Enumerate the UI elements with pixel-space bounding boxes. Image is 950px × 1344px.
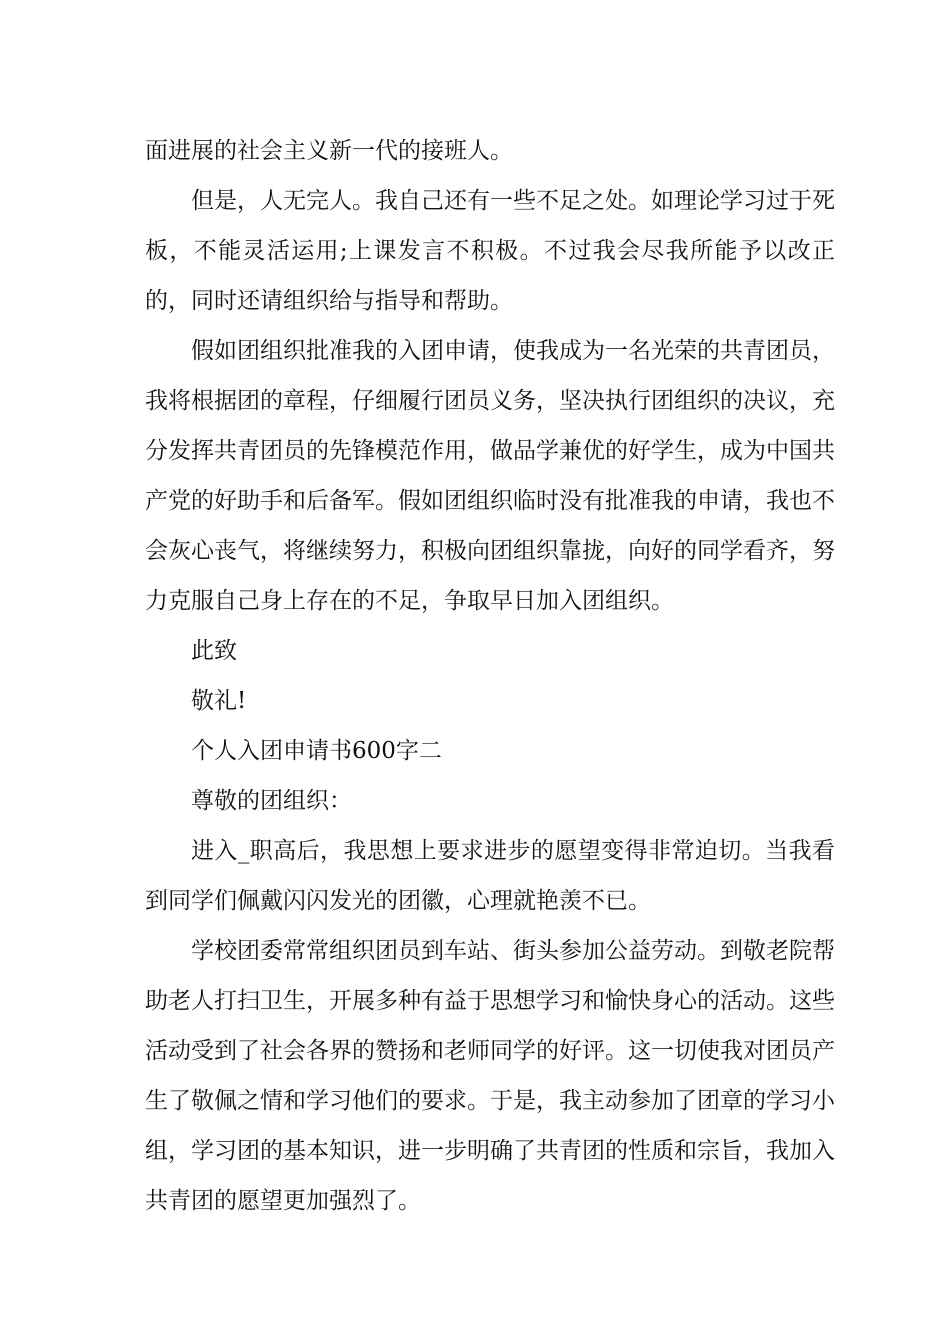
letter-greeting: 尊敬的团组织： bbox=[191, 788, 352, 814]
section-heading: 个人入团申请书600字二 bbox=[191, 738, 442, 764]
paragraph-pledge: 假如团组织批准我的入团申请，使我成为一名光荣的共青团员，我将根据团的章程，仔细履行团员义务，坚决执行团组织的决议，充分发挥共青团员的先锋模范作用，做品学兼优的好学生，成为中国共产党的好助手和后备军。假如团组织临时没有批准我的申请，我也不会灰心丧气，将继续努力，积极向团组织靠拢，向好的同学看齐，努力克服自己身上存在的不足，争取早日加入团组织。 bbox=[145, 338, 835, 614]
paragraph-introduction: 进入_职高后，我思想上要求进步的愿望变得非常迫切。当我看到同学们佩戴闪闪发光的团徽，心理就艳羡不已。 bbox=[145, 838, 835, 914]
document-body bbox=[145, 126, 835, 1226]
paragraph-continuation: 面进展的社会主义新一代的接班人。 bbox=[145, 138, 513, 164]
closing-salutation: 此致 bbox=[191, 638, 237, 664]
closing-regards: 敬礼! bbox=[191, 688, 247, 714]
paragraph-shortcomings: 但是，人无完人。我自己还有一些不足之处。如理论学习过于死板，不能灵活运用;上课发言不积极。不过我会尽我所能予以改正的，同时还请组织给与指导和帮助。 bbox=[145, 188, 835, 314]
paragraph-activities: 学校团委常常组织团员到车站、街头参加公益劳动。到敬老院帮助老人打扫卫生，开展多种有益于思想学习和愉快身心的活动。这些活动受到了社会各界的赞扬和老师同学的好评。这一切使我对团员产生了敬佩之情和学习他们的要求。于是，我主动参加了团章的学习小组，学习团的基本知识，进一步明确了共青团的性质和宗旨，我加入共青团的愿望更加强烈了。 bbox=[145, 938, 835, 1214]
